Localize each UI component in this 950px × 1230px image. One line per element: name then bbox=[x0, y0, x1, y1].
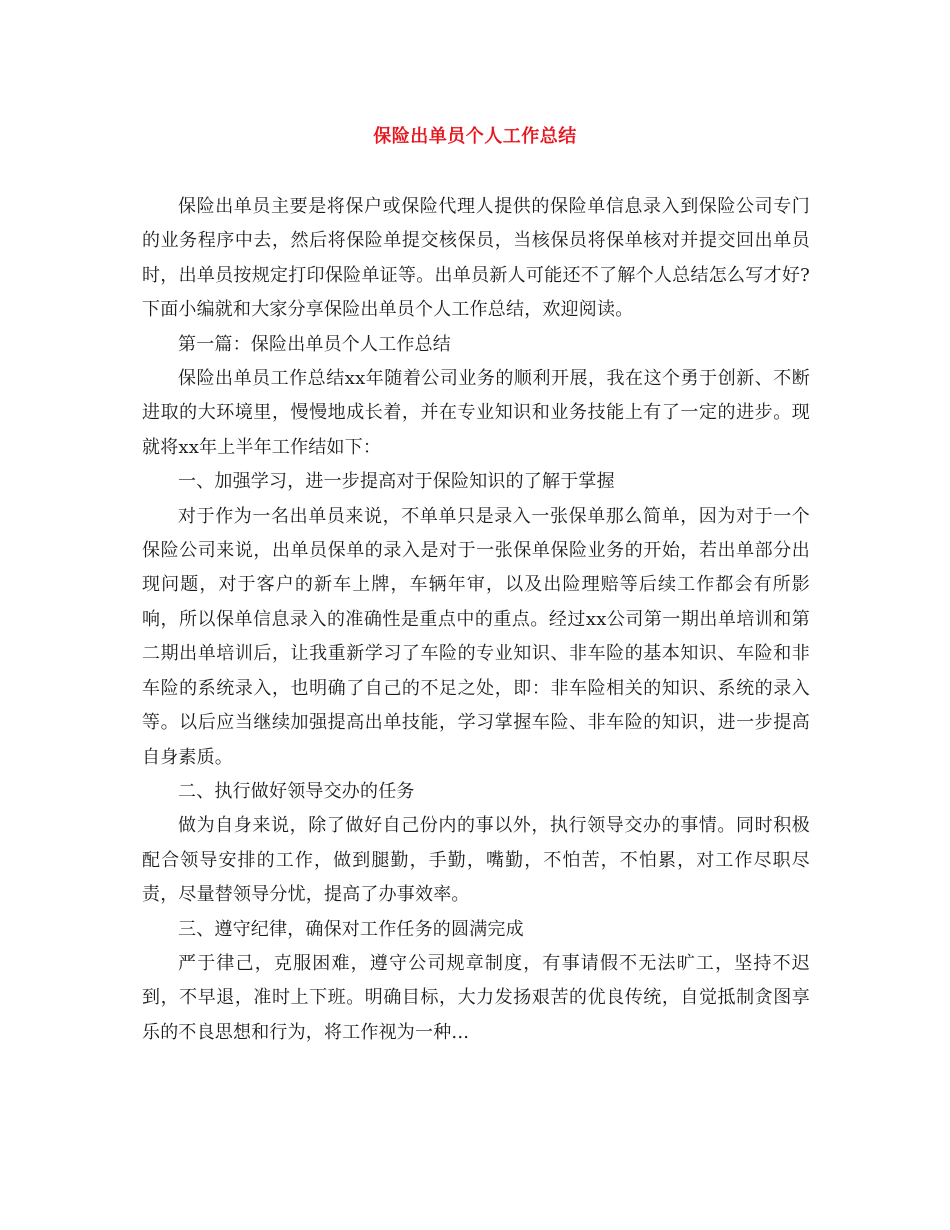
body-paragraph: 保险出单员工作总结xx年随着公司业务的顺利开展，我在这个勇于创新、不断进取的大环境里，慢慢地成长着，并在专业知识和业务技能上有了一定的进步。现就将xx年上半年工作结如下： bbox=[142, 368, 810, 458]
document-title: 保险出单员个人工作总结 bbox=[373, 126, 577, 147]
section-heading-1: 一、加强学习，进一步提高对于保险知识的了解于掌握 bbox=[178, 471, 615, 493]
section-heading-2: 二、执行做好领导交办的任务 bbox=[178, 780, 415, 802]
body-paragraph: 做为自身来说，除了做好自己份内的事以外，执行领导交办的事情。同时积极配合领导安排的工作，做到腿勤，手勤，嘴勤，不怕苦，不怕累，对工作尽职尽责，尽量替领导分忧，提高了办事效率。 bbox=[142, 815, 810, 906]
intro-paragraph: 保险出单员主要是将保户或保险代理人提供的保险单信息录入到保险公司专门的业务程序中去，然后将保险单提交核保员，当核保员将保单核对并提交回出单员时，出单员按规定打印保险单证等。出单员新人可能还不了解个人总结怎么写才好?下面小编就和大家分享保险出单员个人工作总结，欢迎阅读。 bbox=[142, 196, 810, 321]
body-paragraph: 严于律己，克服困难，遵守公司规章制度，有事请假不无法旷工，坚持不迟到，不早退，准时上下班。明确目标，大力发扬艰苦的优良传统，自觉抵制贪图享乐的不良思想和行为，将工作视为一种... bbox=[142, 952, 810, 1043]
body-paragraph: 对于作为一名出单员来说，不单单只是录入一张保单那么简单，因为对于一个保险公司来说，出单员保单的录入是对于一张保单保险业务的开始，若出单部分出现问题，对于客户的新车上牌，车辆年审，以及出险理赔等后续工作都会有所影响，所以保单信息录入的准确性是重点中的重点。经过xx公司第一期出单培训和第二期出单培训后，让我重新学习了车险的专业知识、非车险的基本知识、车险和非车险的系统录入，也明确了自己的不足之处，即：非车险相关的知识、系统的录入等。以后应当继续加强提高出单技能，学习掌握车险、非车险的知识，进一步提高自身素质。 bbox=[142, 505, 810, 768]
document-body bbox=[142, 190, 810, 1050]
section-heading-3: 三、遵守纪律，确保对工作任务的圆满完成 bbox=[178, 918, 524, 940]
chapter-heading: 第一篇：保险出单员个人工作总结 bbox=[178, 333, 451, 355]
